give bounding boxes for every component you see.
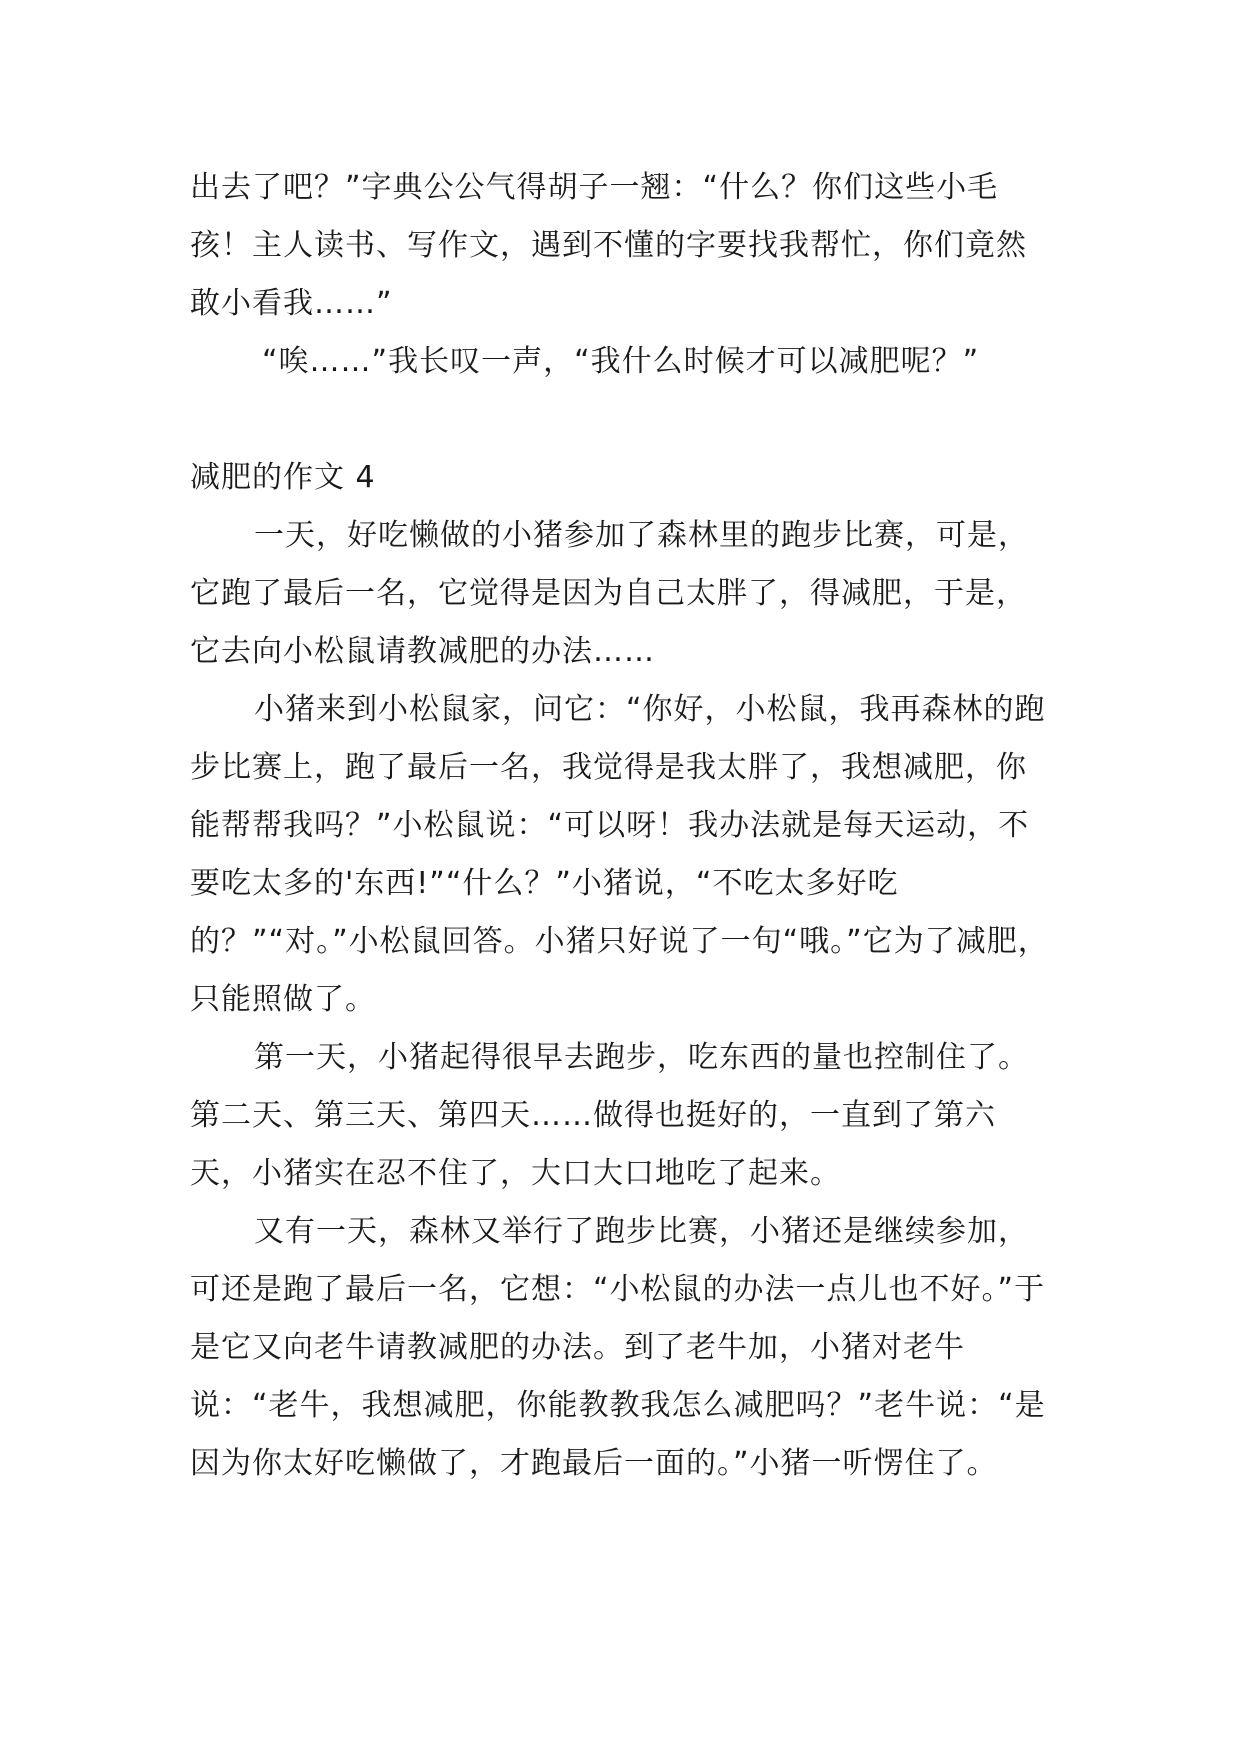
- section-title: 减肥的作文 4: [190, 460, 376, 495]
- paragraph-first-day: 第一天，小猪起得很早去跑步，吃东西的量也控制住了。第二天、第三天、第四天……做得也挺好的，一直到了第六天，小猪实在忍不住了，大口大口地吃了起来。: [190, 1040, 1029, 1191]
- paragraph-sigh: “唉……”我长叹一声，“我什么时候才可以减肥呢？”: [262, 344, 980, 379]
- paragraph-squirrel: 小猪来到小松鼠家，问它：“你好，小松鼠，我再森林的跑步比赛上，跑了最后一名，我觉得是我太胖了，我想减肥，你能帮帮我吗？”小松鼠说：“可以呀！我办法就是每天运动，不要吃太多的'东西!”“什么？”小猪说，“不吃太多好吃的？”“对。”小松鼠回答。小猪只好说了一句“哦。”它为了减肥，只能照做了。: [190, 692, 1049, 1017]
- document-body: [190, 159, 1050, 1493]
- paragraph-ox: 又有一天，森林又举行了跑步比赛，小猪还是继续参加，可还是跑了最后一名，它想：“小松鼠的办法一点儿也不好。”于是它又向老牛请教减肥的办法。到了老牛加，小猪对老牛说：“老牛，我想减肥，你能教教我怎么减肥吗？”老牛说：“是因为你太好吃懒做了，才跑最后一面的。”小猪一听愣住了。: [190, 1214, 1046, 1481]
- paragraph-intro: 一天，好吃懒做的小猪参加了森林里的跑步比赛，可是，它跑了最后一名，它觉得是因为自己太胖了，得减肥，于是，它去向小松鼠请教减肥的办法……: [190, 518, 1029, 669]
- paragraph-continuation: 出去了吧？”字典公公气得胡子一翘：“什么？你们这些小毛孩！主人读书、写作文，遇到不懂的字要找我帮忙，你们竟然敢小看我……”: [190, 170, 1027, 321]
